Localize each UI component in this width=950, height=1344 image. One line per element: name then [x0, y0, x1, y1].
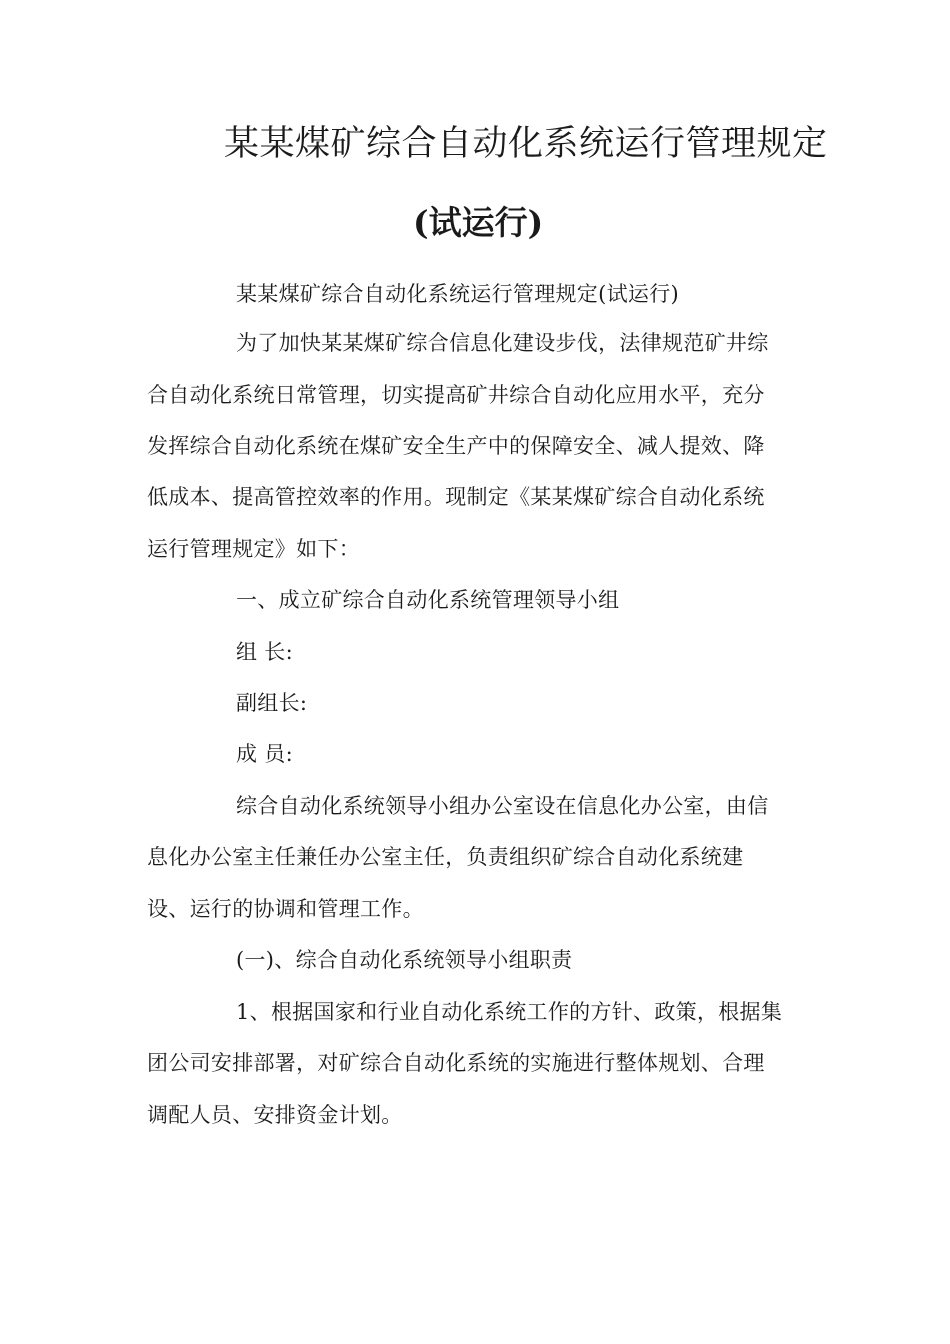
- subsection-heading: (一)、综合自动化系统领导小组职责: [236, 948, 573, 972]
- paragraph-line: 团公司安排部署，对矿综合自动化系统的实施进行整体规划、合理: [147, 1051, 765, 1075]
- section-heading: 一、成立矿综合自动化系统管理领导小组: [236, 588, 620, 612]
- paragraph-line: 息化办公室主任兼任办公室主任，负责组织矿综合自动化系统建: [147, 845, 744, 869]
- paragraph-line: 成 员:: [236, 742, 293, 766]
- paragraph-line: 1、根据国家和行业自动化系统工作的方针、政策，根据集: [236, 1000, 783, 1024]
- paragraph-line: 设、运行的协调和管理工作。: [147, 897, 424, 921]
- paragraph-line: 副组长:: [236, 691, 308, 715]
- paragraph-line: 发挥综合自动化系统在煤矿安全生产中的保障安全、减人提效、降: [147, 434, 765, 458]
- paragraph-line: 合自动化系统日常管理，切实提高矿井综合自动化应用水平，充分: [147, 383, 765, 407]
- paragraph-line: 为了加快某某煤矿综合信息化建设步伐，法律规范矿井综: [236, 331, 769, 355]
- paragraph-line: 综合自动化系统领导小组办公室设在信息化办公室，由信: [236, 794, 769, 818]
- paragraph-line: 低成本、提高管控效率的作用。现制定《某某煤矿综合自动化系统: [147, 485, 765, 509]
- document-title: 某某煤矿综合自动化系统运行管理规定: [224, 124, 828, 164]
- paragraph-line: 调配人员、安排资金计划。: [147, 1103, 403, 1127]
- document-subtitle: (试运行): [413, 203, 544, 242]
- paragraph-line: 某某煤矿综合自动化系统运行管理规定(试运行): [236, 282, 679, 306]
- paragraph-line: 组 长:: [236, 640, 293, 664]
- paragraph-line: 运行管理规定》如下：: [147, 537, 360, 561]
